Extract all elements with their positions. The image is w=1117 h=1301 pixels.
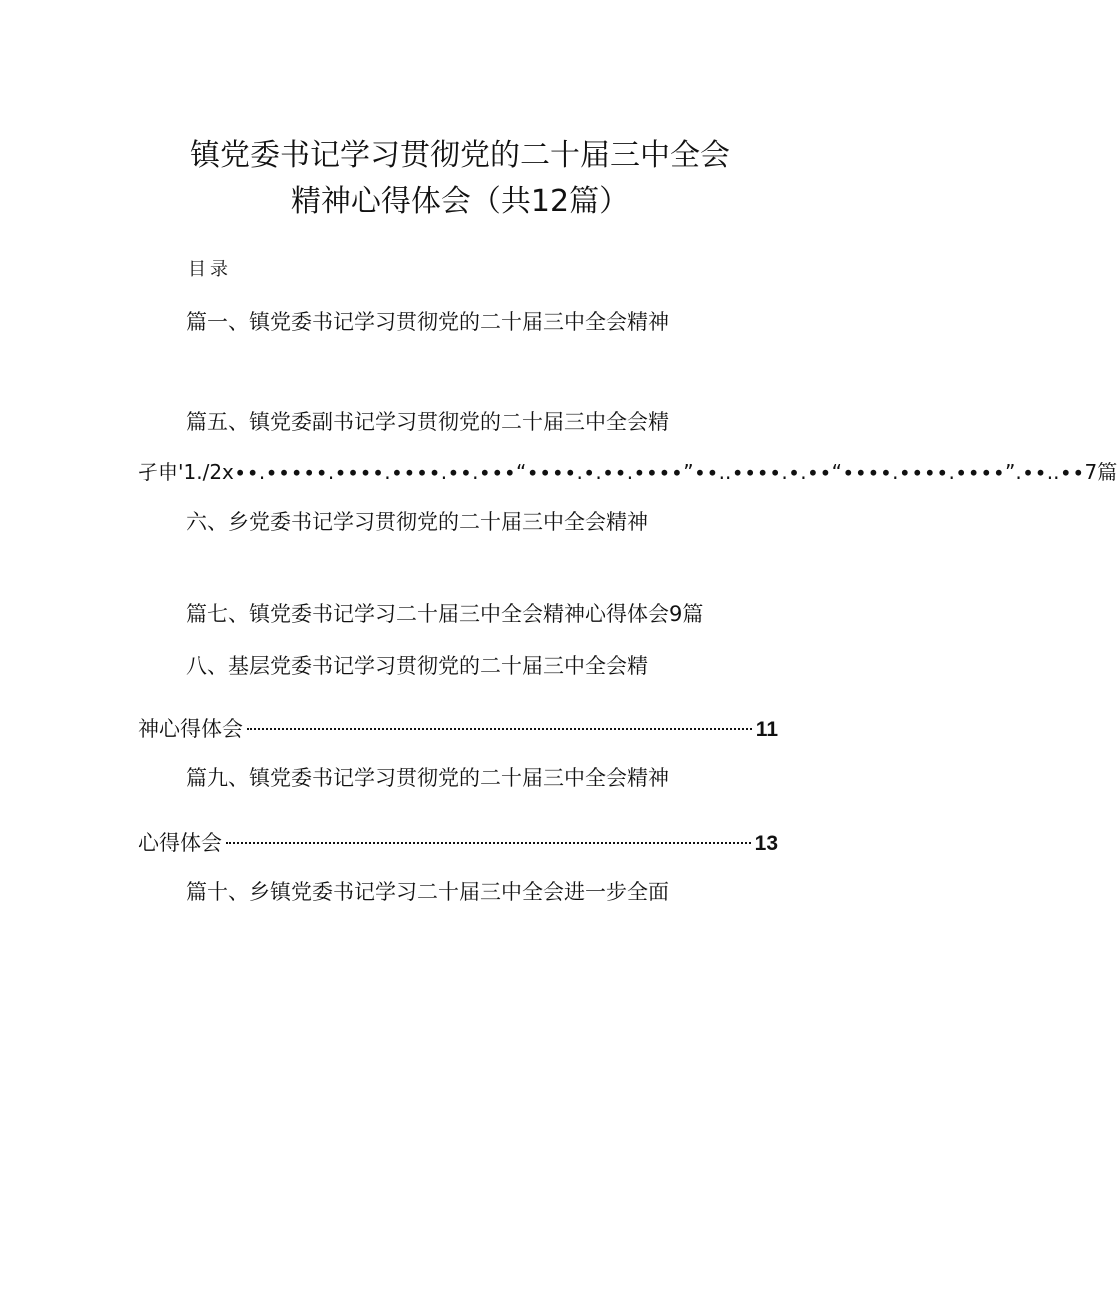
toc-entry-9: 篇九、镇党委书记学习贯彻党的二十届三中全会精神 — [186, 766, 669, 790]
toc-entry-5-garbled-continuation: 孑申'1./2x∙∙.∙∙∙∙∙.∙∙∙∙.∙∙∙∙.∙∙.∙∙∙“∙∙∙∙.∙.∙∙.∙∙∙∙”∙∙..∙∙∙∙.∙.∙∙“∙∙∙∙.∙∙∙∙.∙∙∙∙”.∙∙..∙∙7篇 — [138, 460, 1117, 484]
toc-entry-1: 篇一、镇党委书记学习贯彻党的二十届三中全会精神 — [186, 310, 669, 334]
toc-entry-5: 篇五、镇党委副书记学习贯彻党的二十届三中全会精 — [186, 410, 669, 434]
toc-entry-9-continuation — [138, 822, 778, 858]
toc-entry-8: 八、基层党委书记学习贯彻党的二十届三中全会精 — [186, 654, 648, 678]
toc-entry-9-tail-text: 心得体会 — [138, 831, 222, 855]
toc-page-number: 11 — [755, 718, 778, 741]
dot-leader — [226, 822, 751, 850]
toc-entry-6: 六、乡党委书记学习贯彻党的二十届三中全会精神 — [186, 510, 648, 534]
toc-entry-7: 篇七、镇党委书记学习二十届三中全会精神心得体会9篇 — [186, 602, 704, 626]
toc-entry-8-continuation — [138, 708, 778, 744]
toc-entry-10: 篇十、乡镇党委书记学习二十届三中全会进一步全面 — [186, 880, 669, 904]
document-title-line-2: 精神心得体会（共12篇） — [290, 184, 630, 219]
document-title-line-1: 镇党委书记学习贯彻党的二十届三中全会 — [190, 138, 730, 173]
toc-heading: 目录 — [188, 259, 232, 280]
toc-entry-8-tail-text: 神心得体会 — [138, 717, 243, 741]
toc-page-number: 13 — [754, 832, 778, 855]
dot-leader — [247, 708, 752, 736]
